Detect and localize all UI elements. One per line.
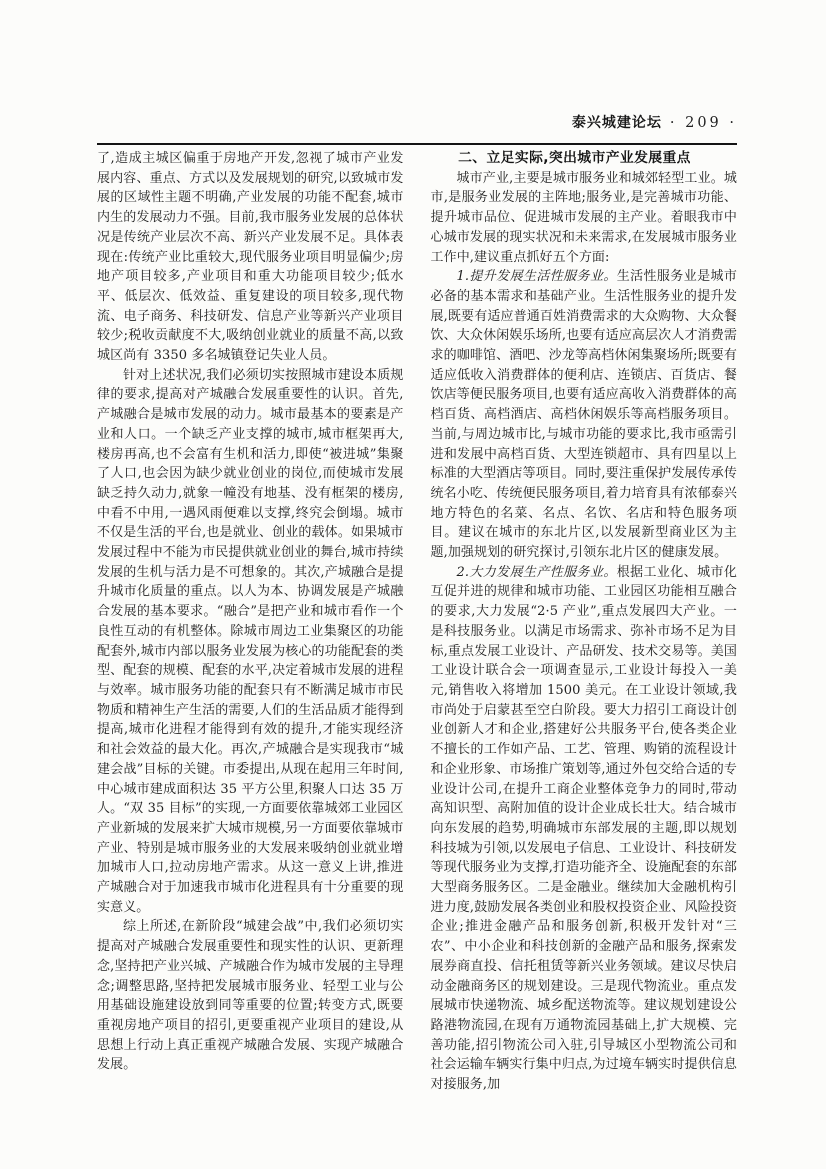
content-columns (97, 149, 737, 1095)
left-column (97, 149, 404, 1095)
paragraph: 针对上述状况,我们必须切实按照城市建设本质规律的要求,提高对产城融合发展重要性的认识。首先,产城融合是城市发展的动力。城市最基本的要素是产业和人口。一个缺乏产业支撑的城市,城市框架再大,楼房再高,也不会富有生机和活力,即使“被进城”集聚了人口,也会因为缺少就业创业的岗位,而使城市发展缺乏持久动力,就象一幢没有地基、没有框架的楼房,中看不中用,一遇风雨便难以支撑,终究会倒塌。城市不仅是生活的平台,也是就业、创业的载体。如果城市发展过程中不能为市民提供就业创业的舞台,城市持续发展的生机与活力是不可想象的。其次,产城融合是提升城市化质量的重点。以人为本、协调发展是产城融合发展的基本要求。“融合”是把产业和城市看作一个良性互动的有机整体。除城市周边工业集聚区的功能配套外,城市内部以服务业发展为核心的功能配套的类型、配套的规模、配套的水平,决定着城市发展的进程与效率。城市服务功能的配套只有不断满足城市市民物质和精神生产生活的需要,人们的生活品质才能得到提高,城市化进程才能得到有效的提升,才能实现经济和社会效益的最大化。再次,产城融合是实现我市“城建会战”目标的关键。市委提出,从现在起用三年时间,中心城市建成面积达 35 平方公里,积聚人口达 35 万人。“双 35 目标”的实现,一方面要依靠城郊工业园区产业新城的发展来扩大城市规模,另一方面要依靠城市产业、特别是城市服务业的大发展来吸纳创业就业增加城市人口,拉动房地产需求。从这一意义上讲,推进产城融合对于加速我市城市化进程具有十分重要的现实意义。 (97, 367, 404, 915)
paragraph: 了,造成主城区偏重于房地产开发,忽视了城市产业发展内容、重点、方式以及发展规划的研究,以致城市发展的区域性主题不明确,产业发展的功能不配套,城市内生的发展动力不强。目前,我市服务业发展的总体状况是传统产业层次不高、新兴产业发展不足。具体表现在:传统产业比重较大,现代服务业项目明显偏少;房地产项目较多,产业项目和重大功能项目较少;低水平、低层次、低效益、重复建设的项目较多,现代物流、电子商务、科技研发、信息产业等新兴产业项目较少;税收贡献度不大,吸纳创业就业的质量不高,以致城区尚有 3350 多名城镇登记失业人员。 (97, 151, 404, 364)
numbered-item-lead: 2.大力发展生产性服务业。 (456, 564, 617, 580)
page-header (97, 112, 737, 132)
section-heading: 二、立足实际,突出城市产业发展重点 (458, 150, 691, 166)
journal-title: 泰兴城建论坛 (571, 115, 662, 131)
page-number: · 209 · (669, 115, 737, 131)
paragraph: 城市产业,主要是城市服务业和城郊轻型工业。城市,是服务业发展的主阵地;服务业,是完善城市功能、提升城市品位、促进城市发展的主产业。着眼我市中心城市发展的现实状况和未来需求,在发展城市服务业工作中,建议重点抓好五个方面: (430, 170, 737, 265)
paragraph-text: 生活性服务业是城市必备的基本需求和基础产业。生活性服务业的提升发展,既要有适应普通百姓消费需求的大众购物、大众餐饮、大众休闲娱乐场所,也要有适应高层次人才消费需求的咖啡馆、酒吧、沙龙等高档休闲集聚场所;既要有适应低收入消费群体的便利店、连锁店、百货店、餐饮店等便民服务项目,也要有适应高收入消费群体的高档百货、高档酒店、高档休闲娱乐等高档服务项目。当前,与周边城市比,与城市功能的要求比,我市亟需引进和发展中高档百货、大型连锁超市、具有四星以上标准的大型酒店等项目。同时,要注重保护发展传承传统名小吃、传统便民服务项目,着力培育具有浓郁泰兴地方特色的名菜、名点、名饮、名店和特色服务项目。建议在城市的东北片区,以发展新型商业区为主题,加强规划的研究探讨,引领东北片区的健康发展。 (430, 269, 737, 561)
header-rule (97, 143, 737, 145)
numbered-item-lead: 1.提升发展生活性服务业。 (456, 269, 617, 285)
paragraph (431, 267, 738, 563)
paragraph: 综上所述,在新阶段“城建会战”中,我们必须切实提高对产城融合发展重要性和现实性的认识、更新理念,坚持把产业兴城、产城融合作为城市发展的主导理念;调整思路,坚持把发展城市服务业、轻型工业与公用基础设施建设放到同等重要的位置;转变方式,既要重视房地产项目的招引,更要重视产业项目的建设,从思想上行动上真正重视产城融合发展、实现产城融合发展。 (97, 919, 404, 1073)
paragraph (431, 563, 738, 1095)
paragraph-text: 根据工业化、城市化互促并进的规律和城市功能、工业园区功能相互融合的要求,大力发展“2·5 产业”,重点发展四大产业。一是科技服务业。以满足市场需求、弥补市场不足为目标,重点发展工业设计、产品研发、技术交易等。美国工业设计联合会一项调查显示,工业设计每投入一美元,销售收入将增加 1500 美元。在工业设计领域,我市尚处于启蒙甚至空白阶段。要大力招引工商设计创业创新人才和企业,搭建好公共服务平台,使各类企业不擅长的工作如产品、工艺、管理、购销的流程设计和企业形象、市场推广策划等,通过外包交给合适的专业设计公司,在提升工商企业整体竞争力的同时,带动高知识型、高附加值的设计企业成长壮大。结合城市向东发展的趋势,明确城市东部发展的主题,即以规划科技城为引领,以发展电子信息、工业设计、科技研发等现代服务业为支撑,打造功能齐全、设施配套的东部大型商务服务区。二是金融业。继续加大金融机构引进力度,鼓励发展各类创业和股权投资企业、风险投资企业;推进金融产品和服务创新,积极开发针对“三农”、中小企业和科技创新的金融产品和服务,探索发展券商直投、信托租赁等新兴业务领域。建议尽快启动金融商务区的规划建设。三是现代物流业。重点发展城市快递物流、城乡配送物流等。建议规划建设公路港物流园,在现有万通物流园基础上,扩大规模、完善功能,招引物流公司入驻,引导城区小型物流公司和社会运输车辆实行集中归点,为过境车辆实时提供信息对接服务,加 (430, 564, 737, 1093)
right-column (431, 149, 738, 1095)
